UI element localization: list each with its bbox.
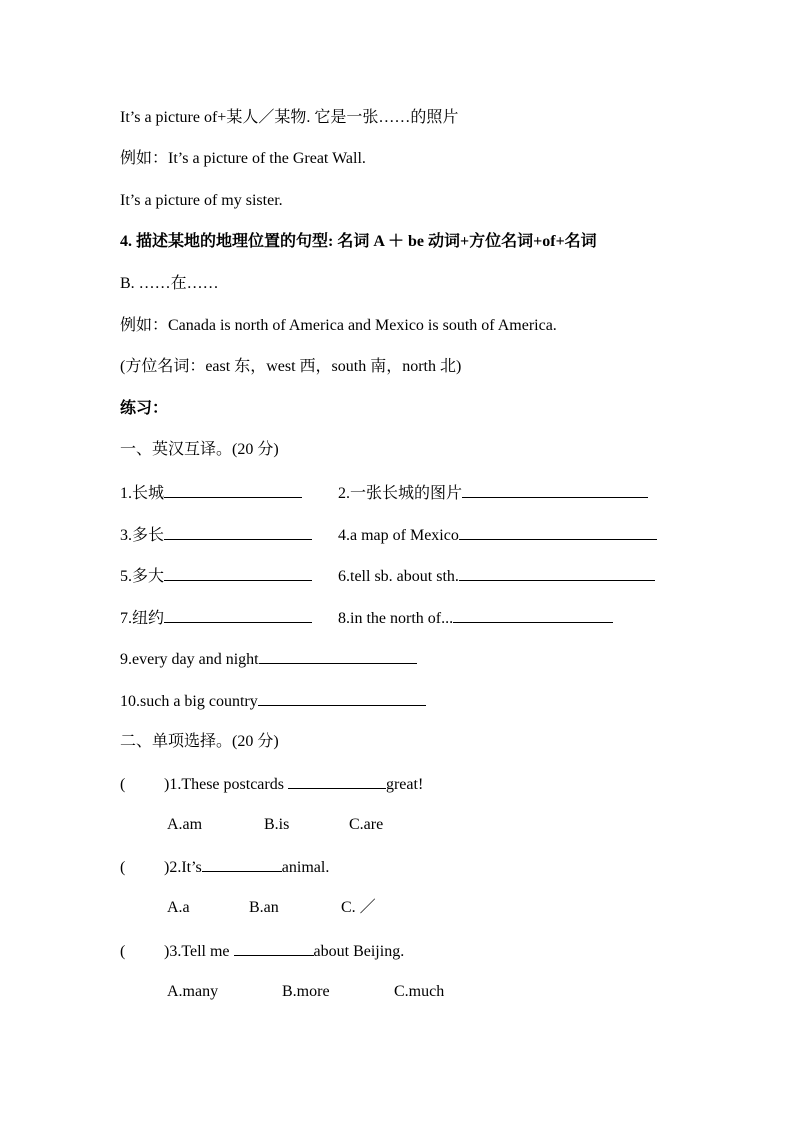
answer-blank[interactable] [258,690,426,706]
item-label: 5.多大 [120,568,165,585]
item-label: 9.every day and night [120,651,259,668]
translation-item [120,565,312,587]
pattern-4-heading: 4. 描述某地的地理位置的句型: 名词 A ＋ be 动词+方位名词+of+名词 [120,233,597,250]
directions-note: (方位名词：east 东，west 西，south 南，north 北) [120,358,462,375]
item-label: 2.一张长城的图片 [338,485,463,502]
answer-blank[interactable] [164,565,312,581]
translation-item [120,690,426,712]
pattern-4-meaning: B. ……在…… [120,275,219,292]
item-label: 3.多长 [120,527,165,544]
answer-blank[interactable] [462,482,648,498]
question-stem: )1.These postcards [164,776,288,793]
example-3b-text: It’s a picture of my sister. [120,192,283,209]
answer-blank[interactable] [459,565,655,581]
answer-blank[interactable] [453,607,613,623]
example-3a-text: 例如：It’s a picture of the Great Wall. [120,150,366,167]
option-a[interactable]: A.many [167,983,219,1000]
example-4-text: 例如：Canada is north of America and Mexico is south of America. [120,317,557,334]
answer-blank[interactable] [459,524,657,540]
answer-blank[interactable] [259,648,417,664]
option-a[interactable]: A.a [167,899,190,916]
option-b[interactable]: B.an [249,899,279,916]
option-b[interactable]: B.more [282,983,330,1000]
item-label: 6.tell sb. about sth. [338,568,459,585]
answer-blank[interactable] [288,773,386,789]
item-label: 10.such a big country [120,693,258,710]
translation-item [120,607,312,629]
option-c[interactable]: C. ／ [341,899,376,916]
choice-question [120,856,329,878]
answer-paren[interactable]: ( [120,859,126,876]
option-b[interactable]: B.is [264,816,290,833]
translation-item [120,524,312,546]
answer-paren[interactable]: ( [120,943,126,960]
item-label: 8.in the north of... [338,610,454,627]
question-stem: )3.Tell me [164,943,234,960]
answer-blank[interactable] [234,940,314,956]
question-stem-end: animal. [281,859,330,876]
option-c[interactable]: C.much [394,983,445,1000]
question-stem-end: great! [385,776,424,793]
pattern-3-text: It’s a picture of+某人／某物. 它是一张……的照片 [120,109,459,126]
section-2-heading: 二、单项选择。(20 分) [120,733,279,750]
translation-item [338,565,655,587]
translation-item [338,524,657,546]
practice-title: 练习： [120,400,169,417]
question-stem: )2.It’s [164,859,202,876]
item-label: 1.长城 [120,485,165,502]
answer-paren[interactable]: ( [120,776,126,793]
answer-blank[interactable] [202,856,282,872]
translation-item [338,482,648,504]
section-1-heading: 一、英汉互译。(20 分) [120,441,279,458]
option-c[interactable]: C.are [349,816,384,833]
translation-item [120,648,417,670]
item-label: 4.a map of Mexico [338,527,459,544]
choice-question [120,773,423,795]
answer-blank[interactable] [164,482,302,498]
item-label: 7.纽约 [120,610,165,627]
translation-item [338,607,613,629]
answer-blank[interactable] [164,524,312,540]
choice-question [120,940,404,962]
answer-blank[interactable] [164,607,312,623]
option-a[interactable]: A.am [167,816,203,833]
question-stem-end: about Beijing. [313,943,405,960]
translation-item [120,482,302,504]
